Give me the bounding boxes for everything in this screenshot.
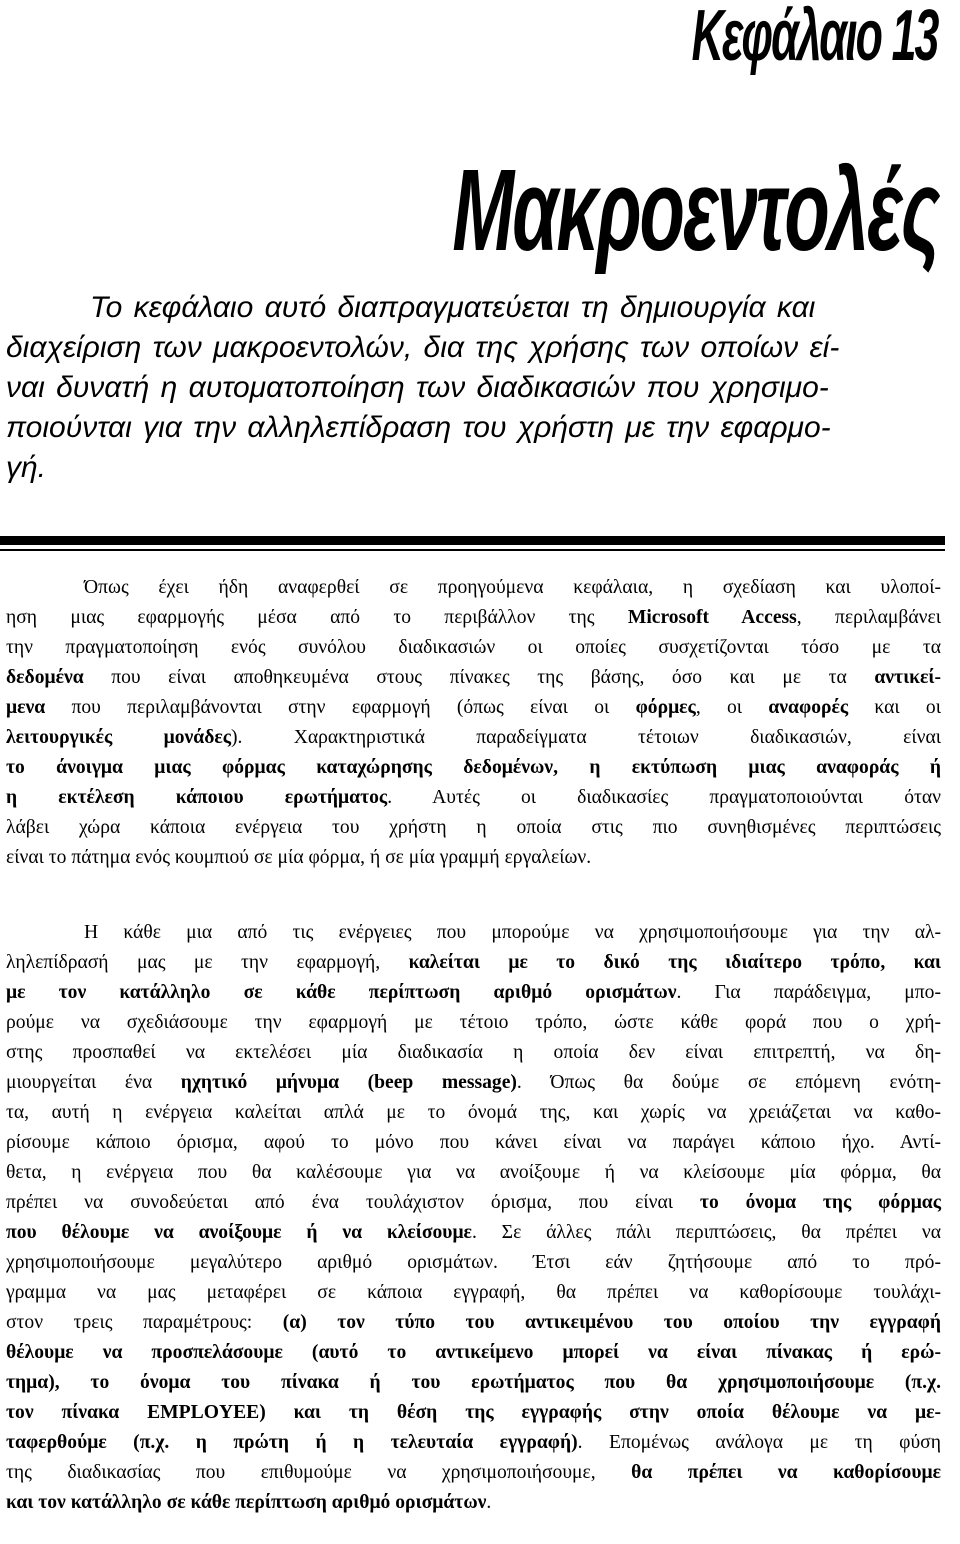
- bold-text-run: τημα), το όνομα του πίνακα ή του ερωτήματος που θα χρησιμοποιήσουμε (π.χ.: [6, 1372, 941, 1393]
- text-line: [6, 813, 941, 843]
- text-line: [6, 978, 941, 1008]
- text-run: γραμμα να μας μεταφέρει σε κάποια εγγραφή, θα πρέπει να καθορίσουμε τουλάχι-: [6, 1282, 941, 1303]
- abstract-line: Το κεφάλαιο αυτό διαπραγματεύεται τη δημιουργία και: [90, 291, 816, 324]
- bold-text-run: (α) τον τύπο του αντικειμένου του οποίου την εγγραφή: [282, 1312, 941, 1333]
- text-run: θετα, η ενέργεια που θα καλέσουμε για να ανοίξουμε ή να κλείσουμε μία φόρμα, θα: [6, 1162, 941, 1183]
- abstract-line: διαχείριση των μακροεντολών, δια της χρήσης των οποίων εί-: [6, 331, 840, 364]
- paragraph-2: [6, 918, 941, 1518]
- text-line: [6, 1428, 941, 1458]
- text-run: ηση μιας εφαρμογής μέσα από το περιβάλλον της: [6, 607, 628, 628]
- bold-text-run: λειτουργικές μονάδες: [6, 727, 232, 748]
- text-run: . Επομένως ανάλογα με τη φύση: [577, 1432, 941, 1453]
- text-run: . Σε άλλες πάλι περιπτώσεις, θα πρέπει να: [471, 1222, 941, 1243]
- section-divider-thin: [0, 549, 945, 551]
- text-run: .: [486, 1492, 492, 1513]
- text-run: της διαδικασίας που επιθυμούμε να χρησιμοποιήσουμε,: [6, 1462, 632, 1483]
- bold-text-run: το άνοιγμα μιας φόρμας καταχώρησης δεδομένων, η εκτύπωση μιας αναφοράς ή: [6, 757, 941, 778]
- bold-text-run: το όνομα της φόρμας: [699, 1192, 941, 1213]
- text-run: είναι το πάτημα ενός κουμπιού σε μία φόρμα, ή σε μία γραμμή εργαλείων.: [6, 847, 592, 868]
- text-line: [6, 633, 941, 663]
- text-run: στον τρεις παραμέτρους:: [6, 1312, 283, 1333]
- text-line: [6, 1008, 941, 1038]
- abstract-line: ποιούνται για την αλληλεπίδραση του χρήστη με την εφαρμο-: [6, 411, 831, 444]
- text-run: πρέπει να συνοδεύεται από ένα τουλάχιστον όρισμα, που είναι: [6, 1192, 700, 1213]
- text-run: ρίσουμε κάποιο όρισμα, αφού το μόνο που κάνει είναι να παράγει κάποιο ήχο. Αντί-: [6, 1132, 941, 1153]
- text-line: [6, 1128, 941, 1158]
- text-run: χρησιμοποιήσουμε μεγαλύτερο αριθμό ορισμάτων. Έτσι εάν ζητήσουμε από το πρό-: [6, 1252, 941, 1273]
- chapter-title: Μακροεντολές: [452, 145, 938, 275]
- text-run: , περιλαμβάνει: [796, 607, 941, 628]
- text-line: [6, 603, 941, 633]
- bold-text-run: Microsoft Access: [627, 607, 797, 628]
- text-run: μιουργείται ένα: [6, 1072, 181, 1093]
- text-run: , οι: [695, 697, 769, 718]
- text-line: [6, 1368, 941, 1398]
- bold-text-run: θα πρέπει να καθορίσουμε: [631, 1462, 941, 1483]
- section-divider-thick: [0, 536, 945, 545]
- bold-text-run: αντικεί-: [874, 667, 941, 688]
- bold-text-run: δεδομένα: [6, 667, 84, 688]
- abstract-line: ναι δυνατή η αυτοματοποίηση των διαδικασιών που χρησιμο-: [6, 371, 829, 404]
- text-run: ). Χαρακτηριστικά παραδείγματα τέτοιων διαδικασιών, είναι: [231, 727, 941, 748]
- bold-text-run: φόρμες: [635, 697, 696, 718]
- text-run: ληλεπίδρασή μας με την εφαρμογή,: [6, 952, 409, 973]
- text-line: [6, 1218, 941, 1248]
- text-run: που είναι αποθηκευμένα στους πίνακες της βάσης, όσο και με τα: [83, 667, 875, 688]
- text-line: [6, 1098, 941, 1128]
- text-line: [6, 573, 941, 603]
- text-run: . Για παράδειγμα, μπο-: [676, 982, 942, 1003]
- abstract-line: γή.: [6, 451, 46, 484]
- text-run: που περιλαμβάνονται στην εφαρμογή (όπως είναι οι: [45, 697, 636, 718]
- text-run: λάβει χώρα κάποια ενέργεια του χρήστη η οποία στις πιο συνηθισμένες περιπτώσεις: [6, 817, 941, 838]
- text-line: [6, 1038, 941, 1068]
- text-line: [6, 1398, 941, 1428]
- text-run: τα, αυτή η ενέργεια καλείται απλά με το όνομά της, και χωρίς να χρειάζεται να καθο-: [6, 1102, 941, 1123]
- text-line: [6, 1068, 941, 1098]
- chapter-number: Κεφάλαιο 13: [692, 0, 938, 76]
- text-run: ρούμε να σχεδιάσουμε την εφαρμογή με τέτοιο τρόπο, ώστε κάθε φορά που ο χρή-: [6, 1012, 941, 1033]
- text-line: [6, 1278, 941, 1308]
- bold-text-run: ταφερθούμε (π.χ. η πρώτη ή η τελευταία εγγραφή): [6, 1432, 578, 1453]
- text-line: [6, 1248, 941, 1278]
- text-line: [6, 843, 941, 873]
- text-run: . Όπως θα δούμε σε επόμενη ενότη-: [516, 1072, 942, 1093]
- text-line: [6, 723, 941, 753]
- text-run: . Αυτές οι διαδικασίες πραγματοποιούνται όταν: [387, 787, 941, 808]
- bold-text-run: αναφορές: [768, 697, 849, 718]
- text-line: [6, 1458, 941, 1488]
- bold-text-run: καλείται με το δικό της ιδιαίτερο τρόπο, και: [408, 952, 941, 973]
- bold-text-run: ηχητικό μήνυμα (beep message): [180, 1072, 517, 1093]
- bold-text-run: θέλουμε να προσπελάσουμε (αυτό το αντικείμενο μπορεί να είναι πίνακας ή ερώ-: [6, 1342, 941, 1363]
- chapter-abstract: [6, 288, 954, 488]
- text-run: Όπως έχει ήδη αναφερθεί σε προηγούμενα κεφάλαια, η σχεδίαση και υλοποί-: [84, 577, 941, 598]
- text-line: [6, 753, 941, 783]
- paragraph-1: [6, 573, 941, 873]
- text-run: στης προσπαθεί να εκτελέσει μία διαδικασία η οποία δεν είναι επιτρεπτή, να δη-: [6, 1042, 941, 1063]
- text-line: [6, 948, 941, 978]
- text-line: [6, 1158, 941, 1188]
- text-line: [6, 918, 941, 948]
- text-line: [6, 1338, 941, 1368]
- text-run: και οι: [848, 697, 942, 718]
- text-line: [6, 1308, 941, 1338]
- bold-text-run: τον πίνακα EMPLOYEE) και τη θέση της εγγραφής στην οποία θέλουμε να με-: [6, 1402, 941, 1423]
- text-line: [6, 663, 941, 693]
- text-line: [6, 1188, 941, 1218]
- bold-text-run: που θέλουμε να ανοίξουμε ή να κλείσουμε: [6, 1222, 472, 1243]
- bold-text-run: με τον κατάλληλο σε κάθε περίπτωση αριθμό ορισμάτων: [6, 982, 677, 1003]
- bold-text-run: μενα: [6, 697, 46, 718]
- text-run: την πραγματοποίηση ενός συνόλου διαδικασιών οι οποίες συσχετίζονται τόσο με τα: [6, 637, 941, 658]
- text-line: [6, 693, 941, 723]
- text-run: Η κάθε μια από τις ενέργειες που μπορούμε να χρησιμοποιήσουμε για την αλ-: [84, 922, 941, 943]
- bold-text-run: η εκτέλεση κάποιου ερωτήματος: [6, 787, 388, 808]
- text-line: [6, 1488, 941, 1518]
- bold-text-run: και τον κατάλληλο σε κάθε περίπτωση αριθμό ορισμάτων: [6, 1492, 487, 1513]
- text-line: [6, 783, 941, 813]
